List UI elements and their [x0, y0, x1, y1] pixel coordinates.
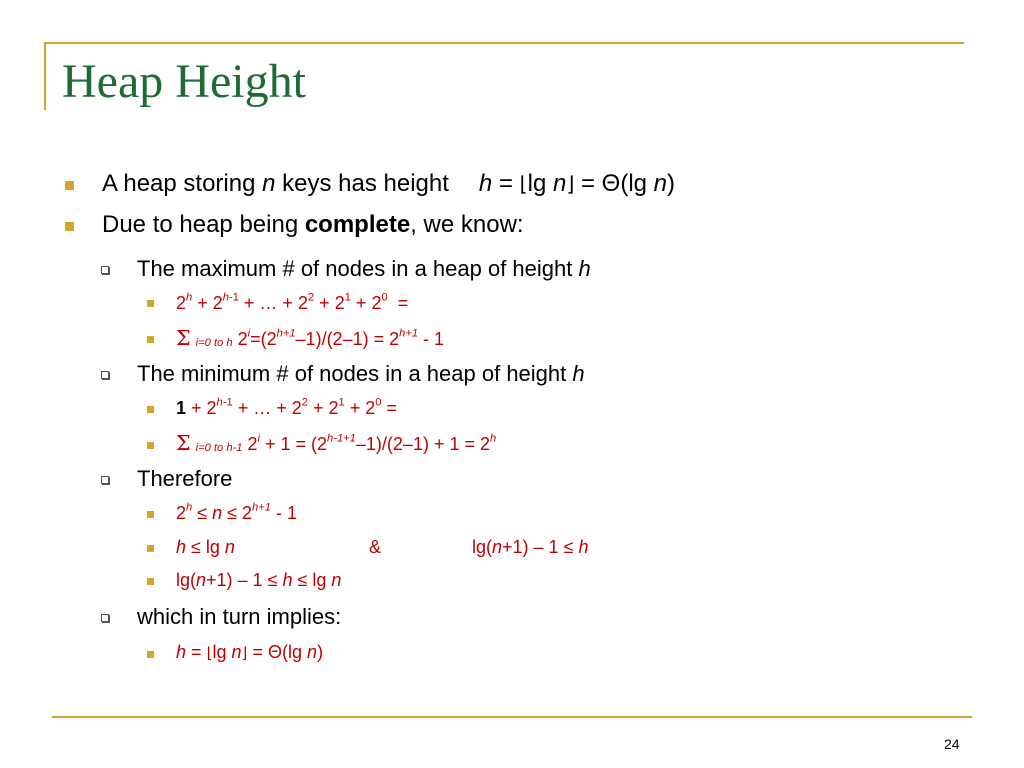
title-frame-horizontal: [44, 42, 964, 44]
exp: 1: [344, 291, 351, 304]
num: 2: [212, 293, 223, 313]
bullet-small-square: [147, 406, 154, 413]
var-n: n: [196, 570, 207, 590]
leq-symbol: ≤: [292, 570, 313, 590]
op: =: [381, 398, 397, 418]
op: =: [387, 293, 409, 313]
text-segment: =: [574, 170, 602, 197]
exp: 2: [301, 396, 308, 409]
bullet-hollow-square: [101, 476, 109, 484]
sub-bullet-minimum: [137, 363, 585, 385]
floor-right-symbol: ⌋: [241, 644, 248, 662]
text-segment: ): [317, 642, 324, 662]
min-series: [176, 396, 397, 418]
exp: -1: [228, 291, 239, 304]
text-segment: A heap storing: [102, 170, 263, 197]
text-segment: The maximum # of nodes in a heap of height: [137, 256, 579, 281]
var-h: h: [282, 570, 293, 590]
text-segment: (lg: [620, 170, 654, 197]
var-i: i: [257, 432, 260, 445]
text-segment: (lg: [282, 642, 308, 662]
exp: h+1: [276, 327, 296, 340]
expr: –1)/(2–1) = 2: [295, 329, 400, 349]
exp: 2: [307, 291, 315, 304]
lg: lg: [312, 570, 332, 590]
leq-symbol: ≤: [192, 503, 213, 523]
bullet-complete: [102, 213, 524, 237]
text-segment: =: [247, 642, 269, 662]
exp: h+1: [399, 327, 419, 340]
var-n: n: [231, 642, 242, 662]
var-n: n: [331, 570, 342, 590]
num: 2: [328, 398, 339, 418]
leq-symbol: ≤: [186, 537, 206, 557]
lg: lg(: [176, 570, 197, 590]
expr: - 1: [418, 329, 445, 349]
sum-index: i=0 to h: [195, 337, 233, 350]
var-i: i: [247, 327, 251, 340]
var-n: n: [492, 537, 503, 557]
num: 2: [365, 398, 376, 418]
exp: h+1: [252, 501, 271, 514]
bound-inequality: [176, 501, 297, 523]
op: +: [314, 293, 335, 313]
var-h: h: [478, 170, 493, 197]
bullet-heap-height: [102, 172, 675, 196]
var-n: n: [224, 537, 235, 557]
bullet-hollow-square: [101, 614, 109, 622]
max-summation: [176, 328, 444, 349]
var-h: h: [578, 537, 589, 557]
bullet-hollow-square: [101, 266, 109, 274]
footer-rule: [52, 716, 972, 718]
op: +: [307, 398, 329, 418]
op: +: [192, 293, 213, 313]
theta-symbol: Θ: [601, 170, 621, 197]
sum-index: i=0 to h-1: [195, 442, 243, 455]
text-segment: keys has height: [275, 170, 449, 197]
num: 2: [176, 503, 187, 523]
slide-title: Heap Height: [62, 55, 306, 108]
var-n: n: [212, 503, 223, 523]
leq-symbol: ≤: [222, 503, 243, 523]
title-frame-vertical: [44, 42, 46, 110]
expr: - 1: [270, 503, 297, 523]
var-h: h: [186, 291, 193, 304]
sigma-symbol: Σ: [176, 431, 191, 455]
floor-left-symbol: ⌊: [519, 172, 528, 196]
var-h: h: [176, 537, 187, 557]
var-h: h: [186, 501, 193, 514]
lg: lg: [212, 642, 232, 662]
expr: =(2: [250, 329, 277, 349]
lg: lg: [205, 537, 225, 557]
num: 2: [242, 503, 253, 523]
bullet-small-square: [147, 511, 154, 518]
page-number: 24: [944, 736, 960, 752]
num: 2: [371, 293, 382, 313]
num: 2: [176, 293, 187, 313]
sub-bullet-therefore: Therefore: [137, 466, 233, 491]
text-segment: , we know:: [410, 211, 524, 238]
exp: 0: [375, 396, 382, 409]
leq-symbol: ≤: [558, 537, 579, 557]
bullet-square: [65, 222, 74, 231]
var-h: h: [216, 396, 223, 409]
bold-one: 1: [176, 398, 187, 418]
lg: lg(: [472, 537, 493, 557]
var-n: n: [552, 170, 567, 197]
op: + … +: [232, 398, 292, 418]
num: 2: [291, 398, 302, 418]
text-segment: lg: [527, 170, 553, 197]
exp: h-1+1: [327, 432, 356, 445]
leq-symbol: ≤: [262, 570, 283, 590]
text-segment: The minimum # of nodes in a heap of height: [137, 361, 573, 386]
var-n: n: [307, 642, 318, 662]
ampersand: &: [369, 537, 382, 557]
op: +: [186, 398, 207, 418]
exp: 0: [381, 291, 388, 304]
text-segment: Due to heap being: [102, 211, 305, 238]
text-segment: =: [186, 642, 207, 662]
bold-complete: complete: [304, 211, 411, 238]
op: +: [350, 293, 372, 313]
num: 2: [247, 434, 258, 454]
var-n: n: [262, 170, 276, 197]
text-segment: =: [492, 170, 520, 197]
bullet-square: [65, 181, 74, 190]
floor-left-symbol: ⌊: [206, 644, 213, 662]
exp: -1: [222, 396, 233, 409]
num: 2: [206, 398, 217, 418]
sub-bullet-maximum: [137, 258, 591, 280]
sigma-symbol: Σ: [176, 326, 191, 350]
bullet-hollow-square: [101, 371, 109, 379]
text-segment: ): [667, 170, 676, 197]
op: +: [344, 398, 366, 418]
max-series: [176, 291, 409, 313]
var-h: h: [490, 432, 497, 445]
var-n: n: [653, 170, 668, 197]
bullet-small-square: [147, 442, 154, 449]
bullet-small-square: [147, 336, 154, 343]
expr: + 1 = (2: [260, 434, 328, 454]
bullet-small-square: [147, 578, 154, 585]
log-inequalities: [176, 538, 235, 556]
conclusion: [176, 643, 323, 661]
floor-right-symbol: ⌋: [566, 172, 575, 196]
bullet-small-square: [147, 545, 154, 552]
min-summation: [176, 433, 496, 454]
num: 2: [297, 293, 308, 313]
num: 2: [237, 329, 248, 349]
expr: +1) – 1: [502, 537, 559, 557]
combined-inequality: [176, 571, 341, 589]
sub-bullet-implies: which in turn implies:: [137, 604, 342, 629]
bullet-small-square: [147, 300, 154, 307]
theta-symbol: Θ: [268, 642, 283, 662]
var-h: h: [572, 361, 585, 386]
op: + … +: [238, 293, 298, 313]
var-h: h: [176, 642, 187, 662]
exp: 1: [338, 396, 345, 409]
var-h: h: [578, 256, 591, 281]
expr: –1)/(2–1) + 1 = 2: [355, 434, 490, 454]
num: 2: [334, 293, 345, 313]
bullet-small-square: [147, 651, 154, 658]
log-lower-bound: [472, 538, 588, 556]
var-h: h: [222, 291, 229, 304]
expr: +1) – 1: [206, 570, 263, 590]
